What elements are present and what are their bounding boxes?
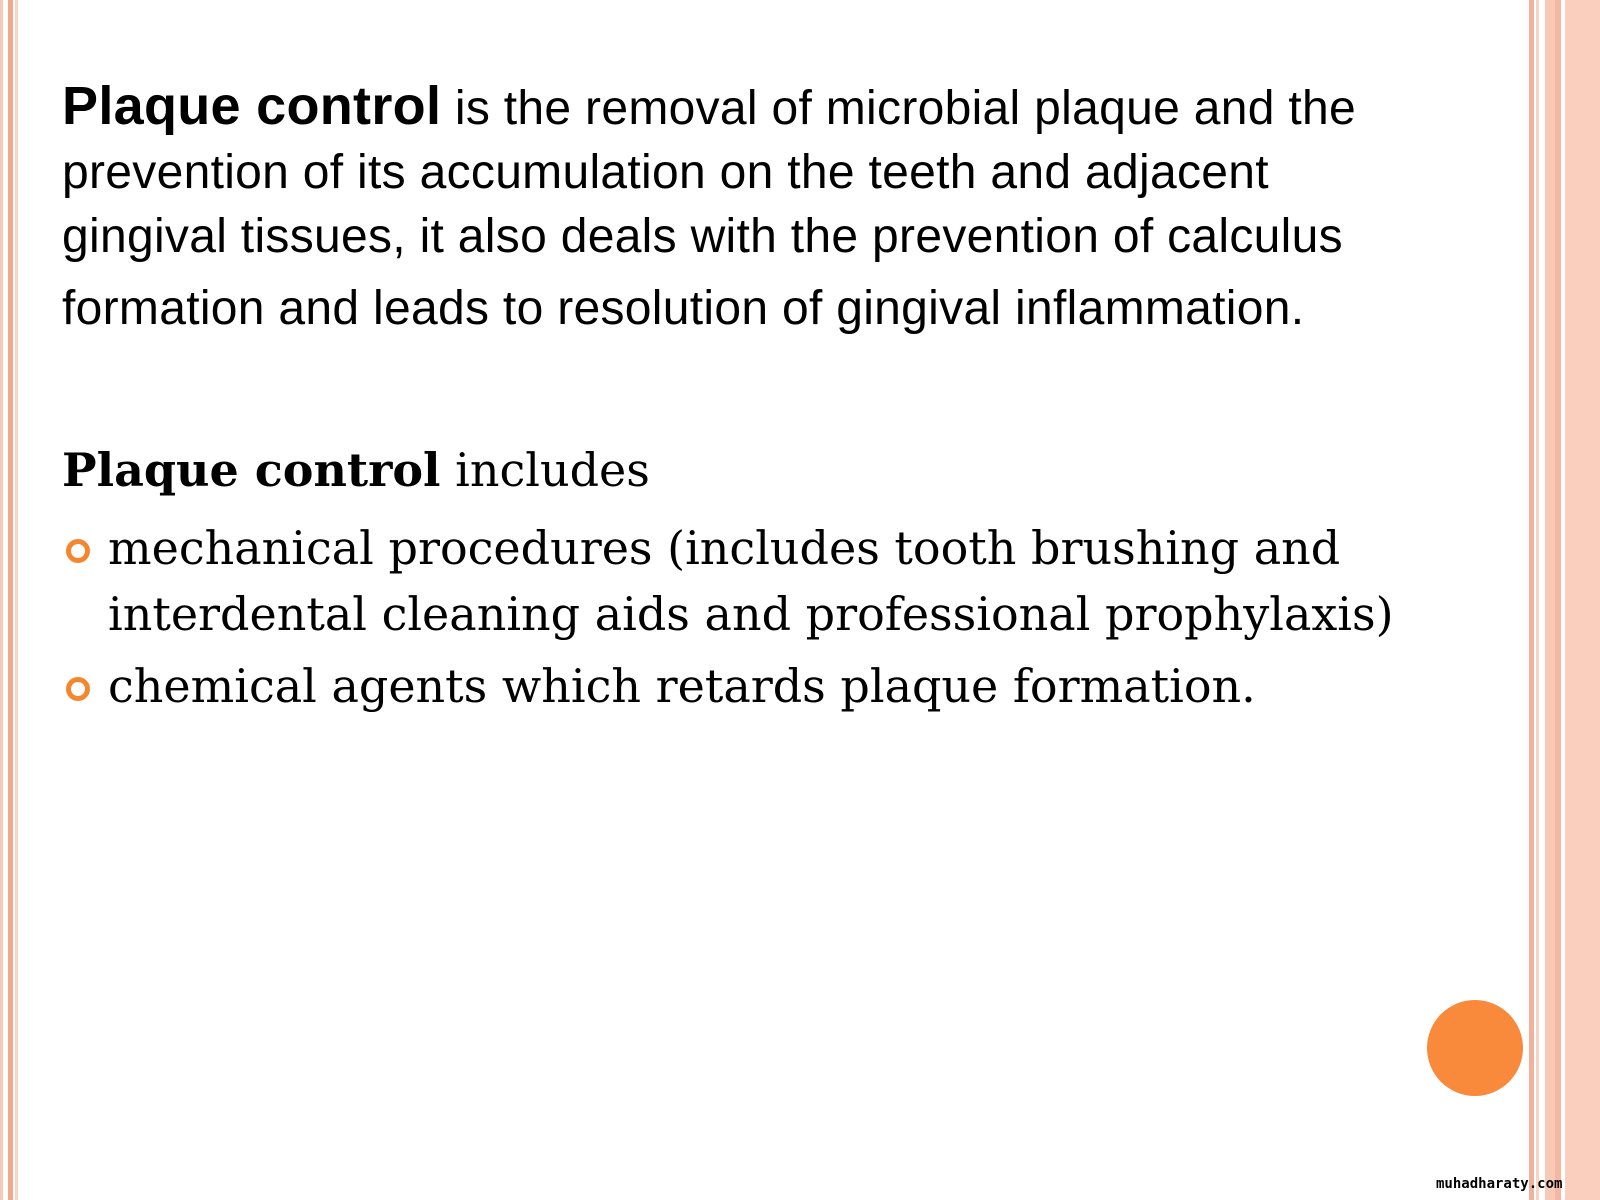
includes-text: includes (440, 443, 650, 497)
bullet-text-line: chemical agents which retards plaque formation. (108, 659, 1256, 713)
right-border-stripe (1529, 0, 1534, 1200)
left-border-stripe (8, 0, 13, 1200)
bullet-text-line: interdental cleaning aids and professional prophylaxis) (108, 587, 1394, 641)
definition-line-2: prevention of its accumulation on the teeth and adjacent (62, 146, 1269, 199)
definition-line-3: gingival tissues, it also deals with the prevention of calculus (62, 210, 1343, 263)
definition-paragraph (62, 74, 1512, 341)
definition-text: is the removal of microbial plaque and the (441, 82, 1356, 135)
bullet-list (62, 515, 1522, 725)
bullet-circle-icon (66, 677, 90, 701)
bullet-circle-icon (66, 539, 90, 563)
definition-term: Plaque control (62, 76, 442, 136)
bullet-text-line: mechanical procedures (includes tooth brushing and (108, 521, 1341, 575)
right-border-stripe (1536, 0, 1539, 1200)
definition-line-1 (62, 74, 1512, 141)
right-border-stripe (1545, 0, 1555, 1200)
right-border-stripe (1565, 0, 1600, 1200)
bullet-item-chemical (62, 653, 1522, 719)
watermark: muhadharaty.com (1436, 1176, 1563, 1192)
definition-line-4: formation and leads to resolution of gingival inflammation. (62, 282, 1305, 335)
includes-term: Plaque control (62, 443, 441, 497)
left-border-stripe (0, 0, 3, 1200)
decorative-orange-circle (1427, 1000, 1523, 1096)
left-border-stripe (15, 0, 18, 1200)
bullet-item-mechanical (62, 515, 1522, 647)
includes-heading (62, 440, 650, 500)
